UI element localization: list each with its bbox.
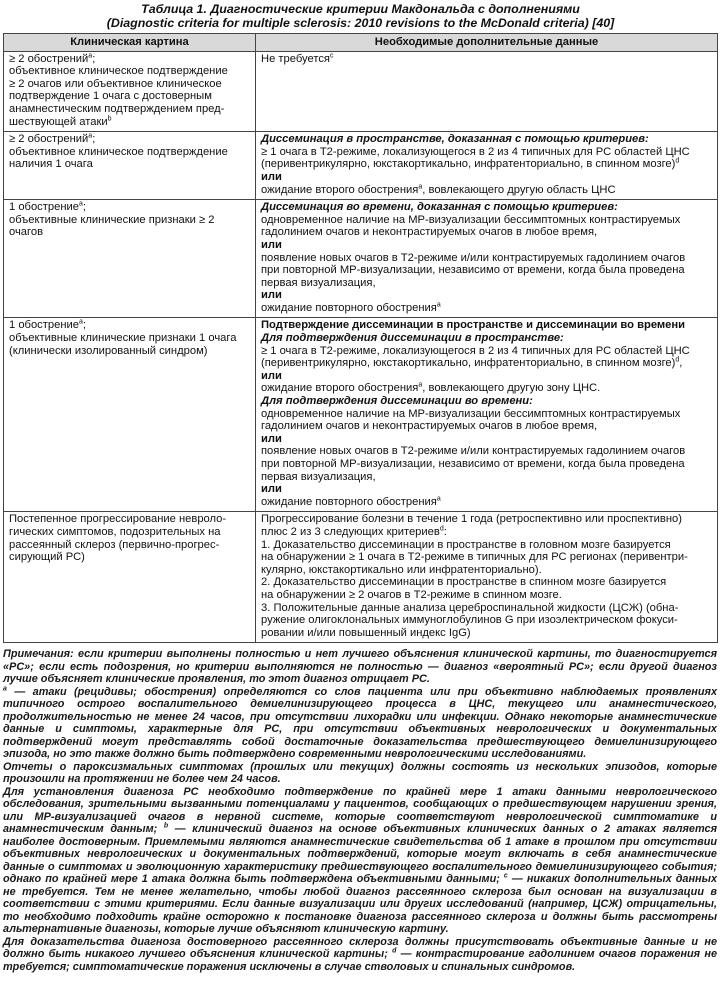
note-text: — контрастирование гадолинием очагов поражения не требуется; симптоматические поражения исключены в случае стволовых и спинальных синдромов.: [3, 948, 717, 973]
data-text: ожидание повторного обострения: [261, 495, 437, 508]
footnote-mark: d: [675, 157, 680, 165]
data-text: ровании и/или повышенный индекс IgG): [261, 626, 471, 639]
clinical-text: Постепенное прогрессирование невроло-: [9, 513, 227, 526]
clinical-text: анамнестическим подтверждением пред-: [9, 102, 225, 115]
data-text: ожидание второго обострения: [261, 183, 419, 196]
clinical-line: [9, 90, 251, 103]
table-row: [4, 132, 718, 200]
data-line: [261, 345, 713, 358]
footnote-mark: a: [436, 301, 441, 309]
data-line: [261, 433, 713, 446]
footnote-mark: a: [88, 132, 93, 140]
data-text: первая визуализация,: [261, 470, 376, 483]
clinical-line: [9, 226, 251, 239]
clinical-picture-cell: [4, 51, 256, 132]
data-text: гадолинием очагов и неконтрастируемых очагов в любое время,: [261, 226, 598, 239]
clinical-text: 1 обострение: [9, 319, 79, 332]
data-text: или: [261, 238, 282, 251]
data-line: [261, 302, 713, 315]
data-text: Не требуется: [261, 52, 330, 65]
clinical-line: [9, 116, 251, 129]
data-text: 1. Доказательство диссеминации в пространстве в головном мозге базируется: [261, 538, 671, 551]
data-line: [261, 264, 713, 277]
data-text: или: [261, 170, 282, 183]
note-text: — никаких дополнительных данных не требуется. Тем не менее желательно, чтобы любой диагноз рассеянного склероза был основан на визуализации в соответствии с этими критериями. Если данные визуализации или других исследований (например, ЦСЖ) отрицательны, то необходимо подходить крайне осторожно к постановке диагноза рассеянного склероза и должны быть рассмотрены альтернативные диагнозы, которые лучше объясняют клиническую картину.: [3, 873, 717, 936]
clinical-text-end: ;: [92, 52, 96, 65]
clinical-text: объективное клиническое подтверждение: [9, 65, 228, 78]
clinical-text: объективное клиническое подтверждение: [9, 145, 228, 158]
data-line: [261, 239, 713, 252]
clinical-line: [9, 319, 251, 332]
note-text: Для установления диагноза РС необходимо подтверждение по крайней мере 1 атаки данными неврологического обследования, зрительными вызванными потенциалами у пациентов, сообщающих о предшествующем нарушении зрения, или МР-визуализацией очагов в нервной системе, которые соответствуют неврологической симптоматике и анамнестическим данным;: [3, 785, 717, 836]
data-text: Диссеминация во времени, доказанная с помощью критериев:: [261, 201, 618, 214]
clinical-line: [9, 513, 251, 526]
data-text: появление новых очагов в Т2-режиме и/или контрастируемых гадолинием очагов: [261, 251, 686, 264]
data-line: [261, 564, 713, 577]
table-row: [4, 318, 718, 512]
data-line: [261, 214, 713, 227]
clinical-line: [9, 78, 251, 91]
footnote-mark: d: [439, 525, 444, 533]
clinical-line: [9, 146, 251, 159]
clinical-text: объективные клинические признаки ≥ 2: [9, 213, 215, 226]
clinical-picture-cell: [4, 512, 256, 643]
data-text: или: [261, 369, 282, 382]
data-line: [261, 332, 713, 345]
clinical-picture-cell: [4, 132, 256, 200]
data-text: Подтверждение диссеминации в пространстве и диссеминации во времени: [261, 319, 686, 332]
data-line: [261, 602, 713, 615]
data-line: [261, 289, 713, 302]
data-line: [261, 408, 713, 421]
clinical-line: [9, 332, 251, 345]
data-text: или: [261, 432, 282, 445]
footnote-mark: b: [163, 822, 169, 830]
data-text: плюс 2 из 3 следующих критериев: [261, 525, 440, 538]
data-text: гадолинием очагов и неконтрастируемых очагов в любое время,: [261, 420, 598, 433]
clinical-line: [9, 214, 251, 227]
data-line: [261, 395, 713, 408]
data-line: [261, 483, 713, 496]
data-text: ожидание второго обострения: [261, 382, 419, 395]
criteria-table: [3, 33, 718, 643]
header-clinical: Клиническая картина: [4, 34, 256, 52]
data-line: [261, 158, 713, 171]
clinical-line: [9, 65, 251, 78]
data-text: появление новых очагов в Т2-режиме и/или контрастируемых гадолинием очагов: [261, 445, 686, 458]
notes-section: [3, 648, 717, 973]
table-body: [4, 51, 718, 643]
clinical-text: ≥ 2 обострений: [9, 133, 89, 146]
clinical-text: объективные клинические признаки 1 очага: [9, 332, 237, 345]
additional-data-cell: [256, 200, 718, 318]
data-line: [261, 319, 713, 332]
data-line: [261, 420, 713, 433]
data-line: [261, 627, 713, 640]
data-line: [261, 146, 713, 159]
data-text: или: [261, 289, 282, 302]
data-line: [261, 370, 713, 383]
additional-data-cell: [256, 132, 718, 200]
footnote-mark: d: [675, 356, 680, 364]
additional-data-cell: [256, 51, 718, 132]
data-text: ожидание повторного обострения: [261, 301, 437, 314]
data-text: 3. Положительные данные анализа цереброспинальной жидкости (ЦСЖ) (обна-: [261, 601, 679, 614]
note-text: Для доказательства диагноза достоверного рассеянного склероза должны присутствовать объективные данные и не должно быть никакого лучшего объяснения клинической картины;: [3, 935, 717, 961]
data-text-end: , вовлекающего другую зону ЦНС.: [422, 382, 601, 395]
note-text: Примечания: если критерии выполнены полностью и нет лучшего объяснения клинической картины, то диагностируется «РС»; если есть подозрения, но критерии выполняются не полностью — диагноз «вероятный РС»; если другой диагноз лучше объясняет клинические проявления, то этот диагноз отрицает РС.: [3, 648, 717, 686]
data-line: [261, 614, 713, 627]
footnote-mark: d: [392, 947, 397, 955]
clinical-line: [9, 345, 251, 358]
footnote-mark: a: [3, 685, 7, 693]
data-line: [261, 445, 713, 458]
data-text-end: :: [443, 525, 447, 538]
table-row: [4, 512, 718, 643]
clinical-line: [9, 53, 251, 66]
clinical-line: [9, 539, 251, 552]
note-paragraph: [3, 648, 717, 686]
clinical-line: [9, 133, 251, 146]
clinical-line: [9, 526, 251, 539]
data-line: [261, 171, 713, 184]
additional-data-cell: [256, 318, 718, 512]
data-line: [261, 539, 713, 552]
data-line: [261, 526, 713, 539]
data-text: Для подтверждения диссеминации во времени:: [261, 395, 533, 408]
clinical-text: рассеянный склероз (первично-прогрес-: [9, 538, 220, 551]
table-title: [3, 2, 718, 30]
note-paragraph: [3, 936, 717, 974]
data-text: одновременное наличие на МР-визуализации бессимптомных контрастируемых: [261, 407, 681, 420]
data-line: [261, 133, 713, 146]
data-text: при повторной МР-визуализации, независимо от времени, когда была проведена: [261, 264, 685, 277]
table-row: [4, 51, 718, 132]
data-line: [261, 382, 713, 395]
clinical-text-end: ;: [92, 133, 96, 146]
data-text: на обнаружении ≥ 1 очага в Т2-режиме в типичных для РС регионах (перивентри-: [261, 551, 688, 564]
data-line: [261, 226, 713, 239]
note-text: — клинический диагноз на основе объективных клинических данных о 2 атаках является наиболее достоверным. Приемлемыми являются анамнестические свидетельства об 1 атаке в прошлом при отсутствии объективных неврологических и документальных подтверждений, которые могут включать в себя анамнестические данные о симптомах и эволюционную характеристику предшествующего воспалительного демиелинизирующего события; однако по крайней мере 1 атака должна быть подтверждена объективными данными;: [3, 823, 717, 886]
data-text: или: [261, 483, 282, 496]
footnote-mark: a: [436, 495, 441, 503]
data-line: [261, 53, 713, 66]
data-line: [261, 184, 713, 197]
footnote-mark: c: [329, 51, 334, 59]
clinical-text: шествующей атаки: [9, 115, 108, 128]
clinical-text: 1 обострение: [9, 201, 79, 214]
data-text: ≥ 1 очага в Т2-режиме, локализующегося в 2 из 4 типичных для РС областей ЦНС: [261, 344, 690, 357]
clinical-text: (клинически изолированный синдром): [9, 344, 208, 357]
footnote-mark: a: [79, 318, 83, 326]
note-paragraph: [3, 786, 717, 936]
data-line: [261, 513, 713, 526]
data-text: 2. Доказательство диссеминации в пространстве в спинном мозге базируется: [261, 576, 667, 589]
data-text: ≥ 1 очага в Т2-режиме, локализующегося в 2 из 4 типичных для РС областей ЦНС: [261, 145, 690, 158]
data-line: [261, 471, 713, 484]
note-paragraph: [3, 761, 717, 786]
clinical-picture-cell: [4, 200, 256, 318]
data-text: первая визуализация,: [261, 276, 376, 289]
note-text: Отчеты о пароксизмальных симптомах (прошлых или текущих) должны состоять из нескольких эпизодов, которые произошли на протяжении не более чем 24 часов.: [3, 760, 717, 786]
footnote-mark: a: [418, 381, 423, 389]
data-line: [261, 589, 713, 602]
footnote-mark: a: [418, 182, 423, 190]
data-line: [261, 277, 713, 290]
data-text: (перивентрикулярно, юкстакортикально, инфратенториально, в спинном мозге): [261, 158, 676, 171]
data-text-end: , вовлекающего другую область ЦНС: [422, 183, 616, 196]
data-text: (перивентрикулярно, юкстакортикально, инфратенториально, в спинном мозге): [261, 357, 676, 370]
clinical-text: гических симптомов, подозрительных на: [9, 525, 221, 538]
clinical-line: [9, 158, 251, 171]
footnote-mark: b: [107, 114, 112, 122]
data-text-end: ,: [679, 357, 683, 370]
title-line-2: (Diagnostic criteria for multiple sclerosis: 2010 revisions to the McDonald criteria) [40]: [106, 16, 615, 30]
footnote-mark: c: [503, 872, 508, 880]
clinical-text: сирующий РС): [9, 551, 85, 564]
data-text: Диссеминация в пространстве, доказанная с помощью критериев:: [261, 133, 649, 146]
data-text: ружение олигоклональных иммуноглобулинов G при изоэлектрическом фокуси-: [261, 614, 678, 627]
clinical-text: ≥ 2 обострений: [9, 52, 89, 65]
note-text: — атаки (рецидивы; обострения) определяются со слов пациента или при объективно наблюдаемых проявлениях типичного острого воспалительного демиелинизирующего процесса в ЦНС, текущего или анамнестического, продолжительностью не менее 24 часов, при отсутствии лихорадки или инфекции. Однако некоторые анамнестические данные и симптомы, характерные для РС, при отсутствии объективных неврологических и документальных подтверждений могут представлять собой достаточные доказательства предшествующего демиелинизирующего эпизода, но это также должно быть подтверждено современными неврологическими исследованиями.: [3, 685, 717, 761]
clinical-line: [9, 551, 251, 564]
data-text: Для подтверждения диссеминации в пространстве:: [261, 332, 564, 345]
data-line: [261, 201, 713, 214]
footnote-mark: a: [79, 200, 83, 208]
clinical-text: ≥ 2 очагов или объективное клиническое: [9, 77, 222, 90]
data-line: [261, 496, 713, 509]
clinical-text-end: ;: [82, 201, 87, 214]
data-line: [261, 252, 713, 265]
note-paragraph: [3, 686, 717, 761]
clinical-text: наличия 1 очага: [9, 158, 93, 171]
clinical-picture-cell: [4, 318, 256, 512]
data-text: при повторной МР-визуализации, независимо от времени, когда была проведена: [261, 458, 685, 470]
header-additional-data: Необходимые дополнительные данные: [256, 34, 718, 52]
additional-data-cell: [256, 512, 718, 643]
clinical-line: [9, 103, 251, 116]
table-row: [4, 200, 718, 318]
data-text: Прогрессирование болезни в течение 1 года (ретроспективно или проспективно): [261, 513, 683, 526]
clinical-line: [9, 201, 251, 214]
data-line: [261, 576, 713, 589]
clinical-text: очагов: [9, 226, 44, 239]
title-line-1: Таблица 1. Диагностические критерии Макдональда с дополнениями: [141, 2, 580, 16]
data-line: [261, 551, 713, 564]
table-header-row: [4, 34, 718, 52]
footnote-mark: a: [88, 51, 93, 59]
clinical-text: подтверждение 1 очага с достоверным: [9, 90, 212, 103]
data-text: одновременное наличие на МР-визуализации бессимптомных контрастируемых: [261, 213, 681, 226]
data-text: кулярно, юкстакортикально или инфратенториально).: [261, 563, 542, 576]
data-line: [261, 357, 713, 370]
clinical-text-end: ;: [82, 319, 87, 332]
data-line: [261, 458, 713, 471]
data-text: на обнаружении ≥ 2 очагов в Т2-режиме в спинном мозге.: [261, 588, 562, 601]
